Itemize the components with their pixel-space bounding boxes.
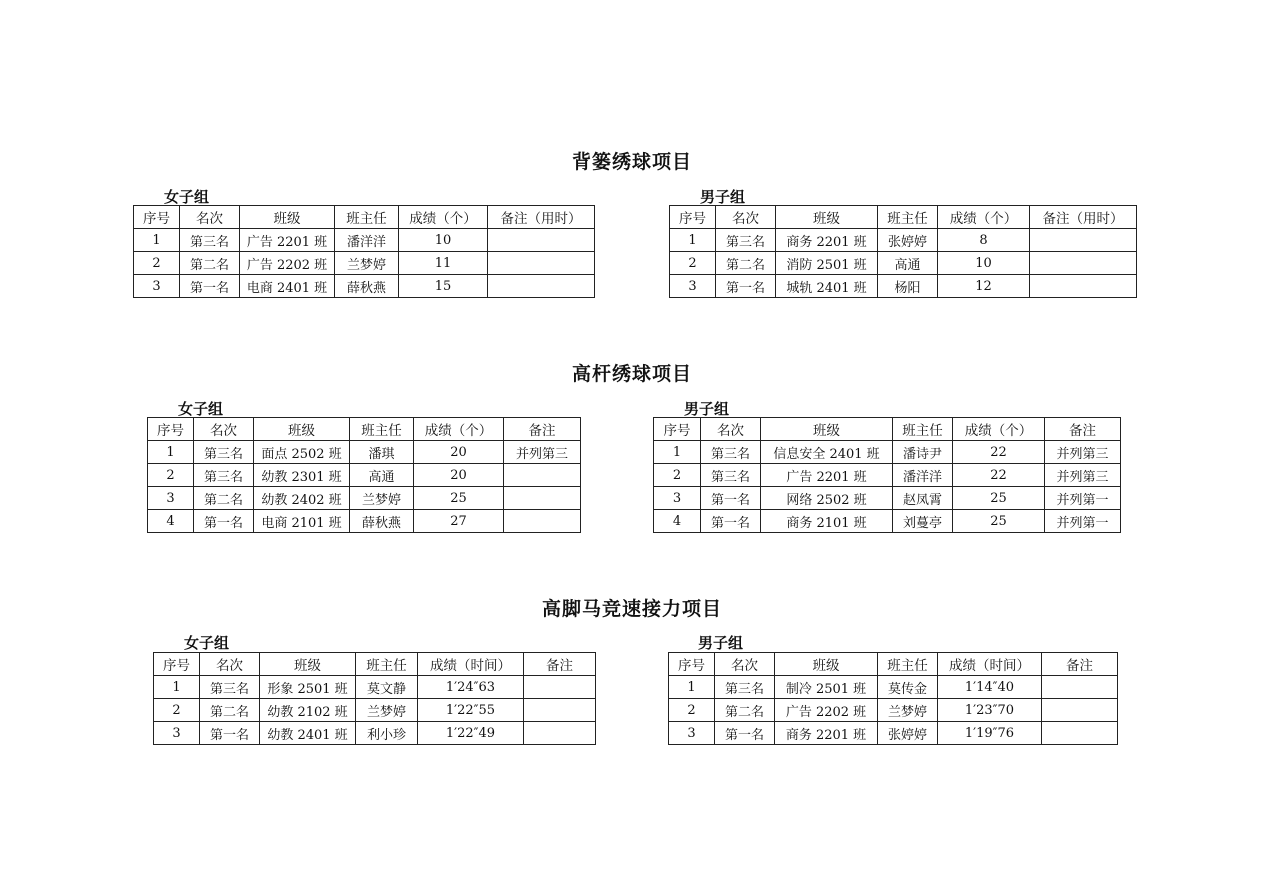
table-row	[654, 464, 1121, 487]
cell-class: 幼教 2401 班	[260, 722, 356, 745]
col-header-score: 成绩（时间）	[418, 653, 524, 676]
cell-rank: 第一名	[715, 722, 775, 745]
cell-score: 15	[399, 275, 488, 298]
section-title-gaogan: 高杆绣球项目	[571, 363, 692, 385]
cell-index: 4	[148, 510, 194, 533]
table-row	[134, 275, 595, 298]
col-header-score: 成绩（个）	[414, 418, 504, 441]
table-header-row	[654, 418, 1121, 441]
col-header-note: 备注（用时）	[1030, 206, 1137, 229]
cell-rank: 第二名	[180, 252, 240, 275]
col-header-score: 成绩（个）	[938, 206, 1030, 229]
cell-score: 25	[414, 487, 504, 510]
col-header-class: 班级	[761, 418, 893, 441]
col-header-index: 序号	[134, 206, 180, 229]
cell-index: 1	[134, 229, 180, 252]
col-header-teacher: 班主任	[893, 418, 953, 441]
table-header-row	[134, 206, 595, 229]
cell-class: 网络 2502 班	[761, 487, 893, 510]
col-header-note: 备注	[504, 418, 581, 441]
cell-class: 幼教 2301 班	[254, 464, 350, 487]
results-table-gaojiaoma-men	[668, 652, 1118, 745]
cell-note	[1042, 676, 1118, 699]
cell-teacher: 张婷婷	[878, 229, 938, 252]
cell-note	[488, 252, 595, 275]
cell-index: 2	[148, 464, 194, 487]
col-header-rank: 名次	[200, 653, 260, 676]
table-row	[654, 487, 1121, 510]
cell-index: 3	[669, 722, 715, 745]
cell-class: 电商 2101 班	[254, 510, 350, 533]
cell-score: 27	[414, 510, 504, 533]
cell-note	[1042, 722, 1118, 745]
section-title-beilou: 背篓绣球项目	[571, 151, 692, 173]
table-row	[148, 464, 581, 487]
col-header-score: 成绩（个）	[399, 206, 488, 229]
col-header-class: 班级	[775, 653, 878, 676]
table-row	[669, 699, 1118, 722]
col-header-class: 班级	[776, 206, 878, 229]
table-row	[670, 229, 1137, 252]
cell-rank: 第一名	[180, 275, 240, 298]
cell-rank: 第一名	[701, 510, 761, 533]
cell-rank: 第一名	[200, 722, 260, 745]
cell-note	[1030, 229, 1137, 252]
cell-teacher: 利小珍	[356, 722, 418, 745]
group-label-women: 女子组	[178, 400, 224, 418]
cell-teacher: 薛秋燕	[350, 510, 414, 533]
cell-score: 1′14″40	[938, 676, 1042, 699]
cell-rank: 第三名	[701, 441, 761, 464]
cell-index: 2	[654, 464, 701, 487]
cell-teacher: 潘洋洋	[335, 229, 399, 252]
cell-rank: 第三名	[194, 441, 254, 464]
cell-score: 22	[953, 464, 1045, 487]
cell-rank: 第三名	[194, 464, 254, 487]
cell-score: 12	[938, 275, 1030, 298]
cell-index: 2	[154, 699, 200, 722]
section-title-gaojiaoma: 高脚马竞速接力项目	[541, 598, 722, 620]
cell-index: 3	[134, 275, 180, 298]
cell-teacher: 潘琪	[350, 441, 414, 464]
cell-score: 10	[938, 252, 1030, 275]
cell-teacher: 张婷婷	[878, 722, 938, 745]
group-label-men: 男子组	[698, 634, 744, 652]
col-header-rank: 名次	[180, 206, 240, 229]
cell-teacher: 兰梦婷	[350, 487, 414, 510]
table-row	[154, 722, 596, 745]
group-label-women: 女子组	[184, 634, 230, 652]
cell-rank: 第二名	[715, 699, 775, 722]
cell-score: 1′22″49	[418, 722, 524, 745]
col-header-class: 班级	[254, 418, 350, 441]
cell-note	[504, 464, 581, 487]
col-header-rank: 名次	[194, 418, 254, 441]
table-row	[669, 722, 1118, 745]
cell-score: 1′23″70	[938, 699, 1042, 722]
table-header-row	[154, 653, 596, 676]
cell-rank: 第三名	[200, 676, 260, 699]
table-row	[670, 252, 1137, 275]
cell-score: 8	[938, 229, 1030, 252]
col-header-teacher: 班主任	[356, 653, 418, 676]
table-row	[134, 252, 595, 275]
col-header-index: 序号	[670, 206, 716, 229]
col-header-note: 备注（用时）	[488, 206, 595, 229]
cell-class: 消防 2501 班	[776, 252, 878, 275]
cell-score: 25	[953, 510, 1045, 533]
cell-index: 3	[148, 487, 194, 510]
cell-note	[504, 487, 581, 510]
table-row	[670, 275, 1137, 298]
results-table-beilou-men	[669, 205, 1137, 298]
cell-score: 22	[953, 441, 1045, 464]
cell-note	[488, 229, 595, 252]
cell-teacher: 兰梦婷	[878, 699, 938, 722]
col-header-score: 成绩（时间）	[938, 653, 1042, 676]
cell-score: 11	[399, 252, 488, 275]
cell-note	[1042, 699, 1118, 722]
col-header-teacher: 班主任	[878, 206, 938, 229]
cell-class: 广告 2201 班	[761, 464, 893, 487]
col-header-class: 班级	[240, 206, 335, 229]
cell-teacher: 莫传金	[878, 676, 938, 699]
cell-index: 2	[669, 699, 715, 722]
table-row	[654, 441, 1121, 464]
cell-teacher: 兰梦婷	[335, 252, 399, 275]
cell-note	[524, 699, 596, 722]
col-header-note: 备注	[524, 653, 596, 676]
cell-rank: 第三名	[716, 229, 776, 252]
cell-teacher: 莫文静	[356, 676, 418, 699]
results-table-gaogan-men	[653, 417, 1121, 533]
cell-index: 1	[154, 676, 200, 699]
cell-note	[1030, 252, 1137, 275]
cell-teacher: 高通	[350, 464, 414, 487]
table-row	[148, 510, 581, 533]
group-label-men: 男子组	[684, 400, 730, 418]
table-row	[154, 699, 596, 722]
cell-rank: 第二名	[716, 252, 776, 275]
cell-class: 商务 2101 班	[761, 510, 893, 533]
col-header-index: 序号	[154, 653, 200, 676]
col-header-index: 序号	[669, 653, 715, 676]
cell-index: 3	[670, 275, 716, 298]
cell-rank: 第二名	[200, 699, 260, 722]
col-header-teacher: 班主任	[335, 206, 399, 229]
col-header-index: 序号	[654, 418, 701, 441]
cell-teacher: 刘蔓亭	[893, 510, 953, 533]
cell-score: 10	[399, 229, 488, 252]
cell-teacher: 兰梦婷	[356, 699, 418, 722]
cell-index: 1	[148, 441, 194, 464]
cell-note	[488, 275, 595, 298]
table-header-row	[148, 418, 581, 441]
col-header-note: 备注	[1045, 418, 1121, 441]
cell-score: 20	[414, 441, 504, 464]
cell-score: 1′19″76	[938, 722, 1042, 745]
table-row	[148, 441, 581, 464]
results-table-gaojiaoma-women	[153, 652, 596, 745]
cell-rank: 第一名	[194, 510, 254, 533]
cell-class: 面点 2502 班	[254, 441, 350, 464]
cell-note: 并列第三	[1045, 441, 1121, 464]
cell-class: 商务 2201 班	[775, 722, 878, 745]
cell-index: 1	[669, 676, 715, 699]
col-header-class: 班级	[260, 653, 356, 676]
cell-score: 1′22″55	[418, 699, 524, 722]
cell-class: 幼教 2402 班	[254, 487, 350, 510]
cell-rank: 第一名	[716, 275, 776, 298]
col-header-rank: 名次	[701, 418, 761, 441]
col-header-note: 备注	[1042, 653, 1118, 676]
cell-class: 广告 2202 班	[775, 699, 878, 722]
table-header-row	[670, 206, 1137, 229]
cell-class: 形象 2501 班	[260, 676, 356, 699]
results-table-gaogan-women	[147, 417, 581, 533]
table-row	[669, 676, 1118, 699]
col-header-score: 成绩（个）	[953, 418, 1045, 441]
cell-teacher: 薛秋燕	[335, 275, 399, 298]
cell-index: 3	[154, 722, 200, 745]
col-header-rank: 名次	[716, 206, 776, 229]
cell-rank: 第三名	[715, 676, 775, 699]
cell-rank: 第三名	[701, 464, 761, 487]
col-header-teacher: 班主任	[350, 418, 414, 441]
results-table-beilou-women	[133, 205, 595, 298]
cell-note	[524, 676, 596, 699]
cell-teacher: 潘洋洋	[893, 464, 953, 487]
cell-class: 制冷 2501 班	[775, 676, 878, 699]
cell-index: 4	[654, 510, 701, 533]
col-header-index: 序号	[148, 418, 194, 441]
cell-teacher: 赵凤霄	[893, 487, 953, 510]
group-label-men: 男子组	[700, 188, 746, 206]
cell-note: 并列第一	[1045, 487, 1121, 510]
cell-note: 并列第三	[504, 441, 581, 464]
table-row	[134, 229, 595, 252]
cell-index: 3	[654, 487, 701, 510]
group-label-women: 女子组	[164, 188, 210, 206]
col-header-teacher: 班主任	[878, 653, 938, 676]
cell-teacher: 潘诗尹	[893, 441, 953, 464]
cell-class: 商务 2201 班	[776, 229, 878, 252]
cell-teacher: 高通	[878, 252, 938, 275]
cell-note	[504, 510, 581, 533]
col-header-rank: 名次	[715, 653, 775, 676]
cell-rank: 第二名	[194, 487, 254, 510]
cell-note	[524, 722, 596, 745]
cell-note: 并列第三	[1045, 464, 1121, 487]
cell-class: 电商 2401 班	[240, 275, 335, 298]
cell-score: 25	[953, 487, 1045, 510]
cell-index: 1	[654, 441, 701, 464]
table-row	[148, 487, 581, 510]
cell-note: 并列第一	[1045, 510, 1121, 533]
cell-rank: 第三名	[180, 229, 240, 252]
cell-class: 城轨 2401 班	[776, 275, 878, 298]
cell-class: 幼教 2102 班	[260, 699, 356, 722]
cell-teacher: 杨阳	[878, 275, 938, 298]
cell-note	[1030, 275, 1137, 298]
table-header-row	[669, 653, 1118, 676]
cell-score: 1′24″63	[418, 676, 524, 699]
cell-rank: 第一名	[701, 487, 761, 510]
cell-class: 广告 2201 班	[240, 229, 335, 252]
cell-index: 1	[670, 229, 716, 252]
table-row	[654, 510, 1121, 533]
table-row	[154, 676, 596, 699]
cell-index: 2	[134, 252, 180, 275]
cell-class: 信息安全 2401 班	[761, 441, 893, 464]
cell-index: 2	[670, 252, 716, 275]
cell-class: 广告 2202 班	[240, 252, 335, 275]
cell-score: 20	[414, 464, 504, 487]
